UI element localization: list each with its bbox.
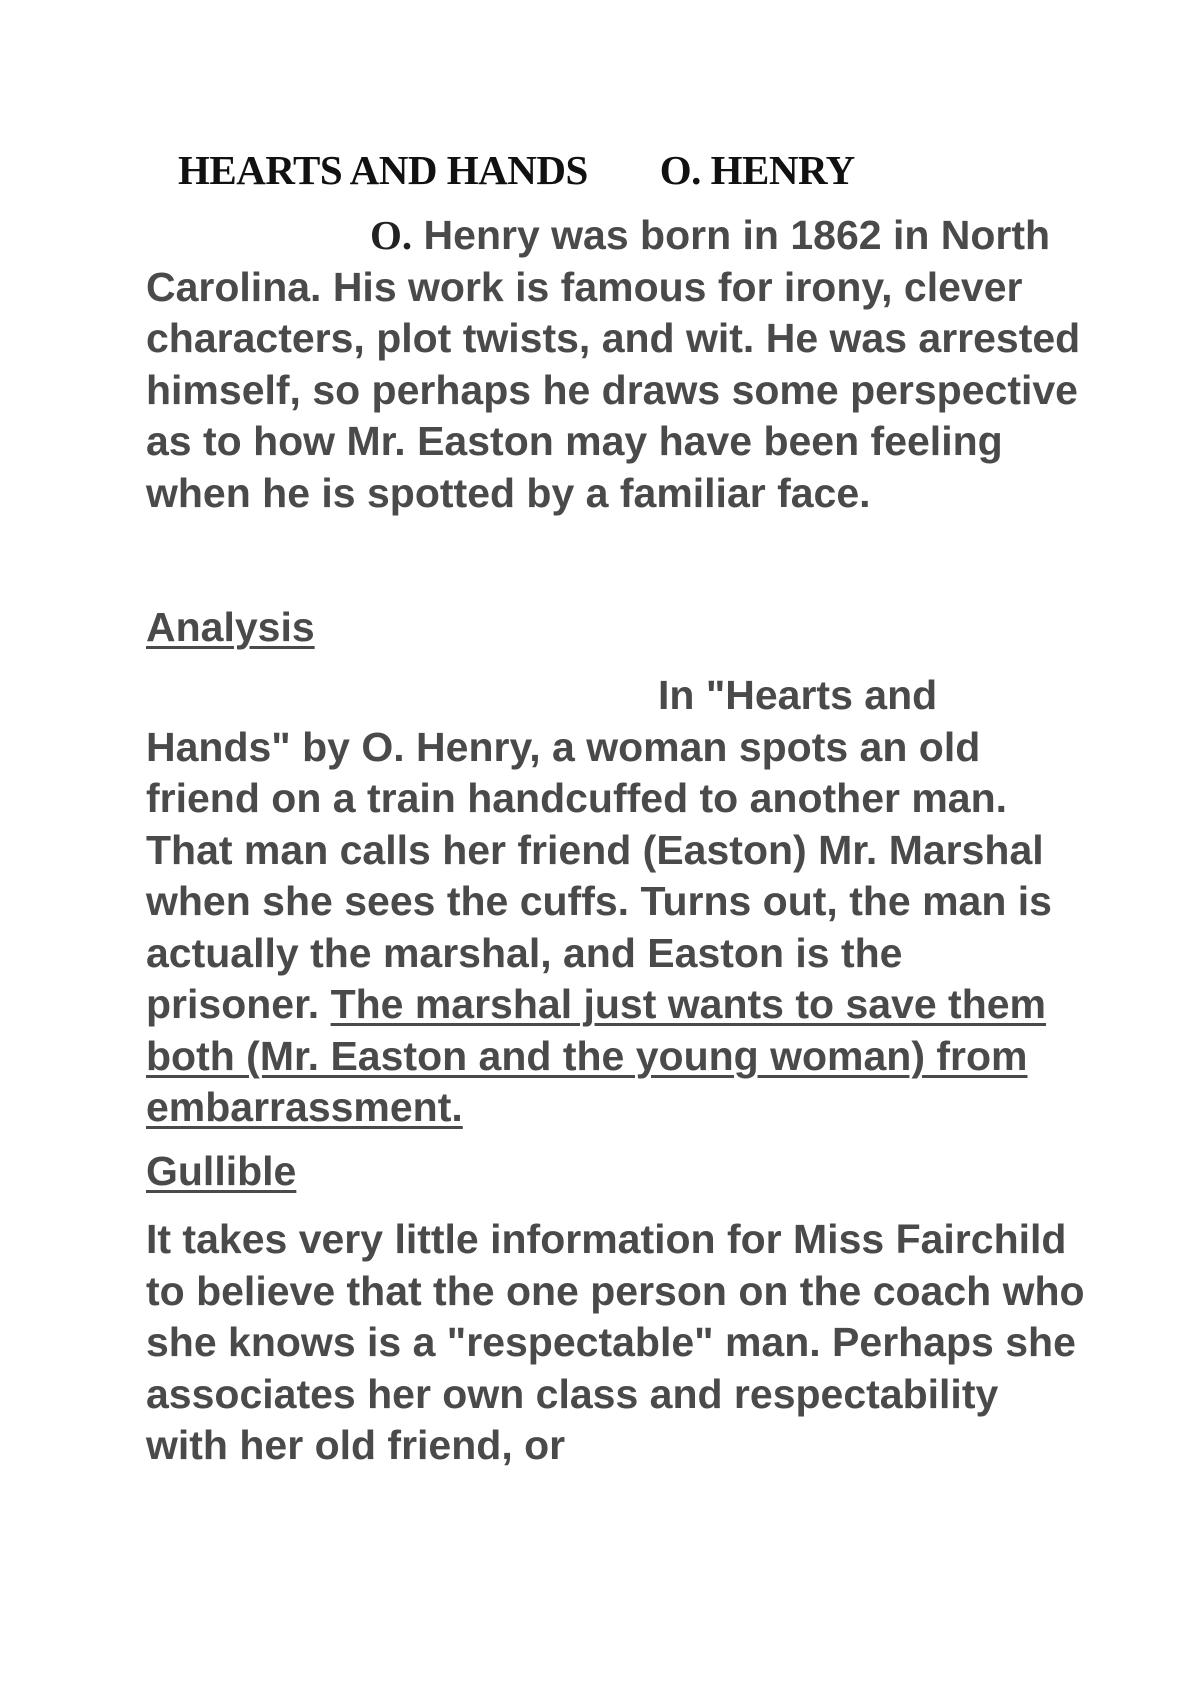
analysis-paragraph (146, 670, 1086, 1134)
page-title (178, 146, 855, 194)
intro-text: Henry was born in 1862 in North Carolina. His work is famous for irony, clever characters, plot twists, and wit. He was arrested himself, so perhaps he draws some perspective as to how Mr. Easton may have been feeling when he is spotted by a familiar face. (146, 212, 1081, 516)
intro-paragraph (146, 210, 1086, 519)
gullible-heading: Gullible (146, 1148, 297, 1194)
analysis-text: In "Hearts and Hands" by O. Henry, a woman spots an old friend on a train handcuffed to another man. That man calls her friend (Easton) Mr. Marshal when she sees the cuffs. Turns out, the man is actually the marshal, and Easton is the prisoner. (146, 672, 1052, 1027)
analysis-underlined-text: The marshal just wants to save them both (Mr. Easton and the young woman) from (146, 981, 1047, 1079)
title-text: HEARTS AND HANDS (178, 147, 588, 193)
intro-lead: O. (370, 212, 413, 258)
analysis-heading: Analysis (146, 604, 315, 650)
author-name: O. HENRY (659, 147, 855, 193)
gullible-paragraph: It takes very little information for Miss Fairchild to believe that the one person on the coach who she knows is a "respectable" man. Perhaps she associates her own class and respectability with her old friend, or (146, 1216, 1085, 1468)
analysis-underlined-word: embarrassment. (146, 1084, 463, 1130)
